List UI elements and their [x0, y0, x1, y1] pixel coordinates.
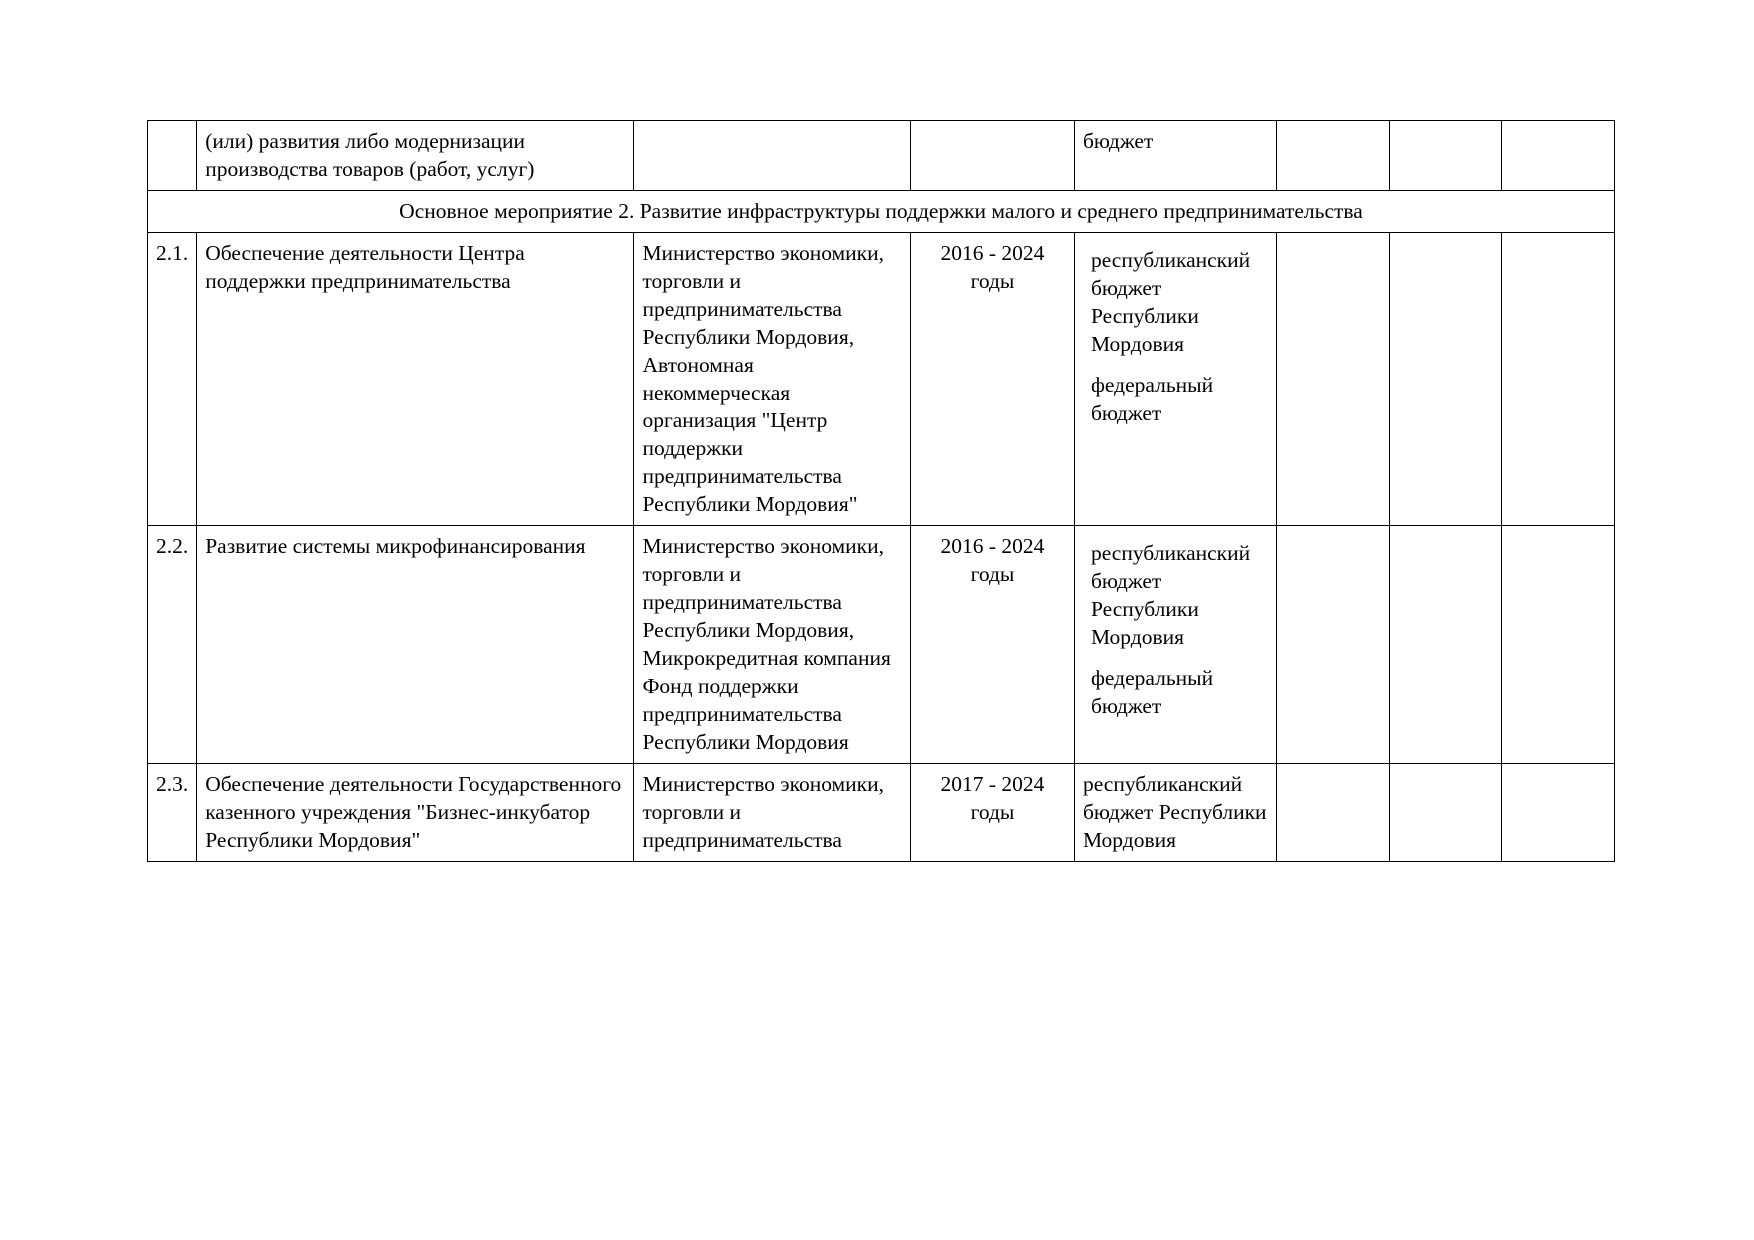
source-item: республиканский бюджет Республики Мордовия: [1090, 247, 1251, 356]
source-value: [1398, 240, 1494, 342]
source-value: [1510, 533, 1606, 635]
source-item: республиканский бюджет Республики Мордовия: [1090, 541, 1251, 649]
source-value: [1398, 533, 1494, 635]
row-col7: [1389, 763, 1502, 861]
row-measure: (или) развития либо модернизации производства товаров (работ, услуг): [197, 121, 634, 191]
row-sources: [1074, 232, 1276, 525]
source-value: [1285, 533, 1381, 635]
row-col6: [1277, 232, 1390, 525]
row-sources: [1074, 526, 1276, 764]
source-value: [1285, 240, 1381, 342]
row-col6: [1277, 763, 1390, 861]
source-item: федеральный бюджет: [1090, 665, 1214, 718]
row-col7: [1389, 232, 1502, 525]
row-col7: [1389, 121, 1502, 191]
row-source: республиканский бюджет Республики Мордовия: [1074, 763, 1276, 861]
row-number: 2.2.: [148, 526, 197, 764]
row-col7: [1389, 526, 1502, 764]
row-executor: Министерство экономики, торговли и предпринимательства Республики Мордовия, Автономная некоммерческая организация "Центр поддержки предпринимательства Республики Мордовия": [634, 232, 911, 525]
row-period: 2016 - 2024 годы: [911, 232, 1075, 525]
row-executor: Министерство экономики, торговли и предпринимательства: [634, 763, 911, 861]
row-period: 2017 - 2024 годы: [911, 763, 1075, 861]
row-number: [148, 121, 197, 191]
section-title: Основное мероприятие 2. Развитие инфраструктуры поддержки малого и среднего предпринимательства: [148, 190, 1615, 232]
table-row: [148, 121, 1615, 191]
row-number: 2.3.: [148, 763, 197, 861]
table-row: [148, 526, 1615, 764]
row-measure: Развитие системы микрофинансирования: [197, 526, 634, 764]
program-measures-table: [147, 120, 1615, 862]
row-period: 2016 - 2024 годы: [911, 526, 1075, 764]
row-measure: Обеспечение деятельности Государственного казенного учреждения "Бизнес-инкубатор Республики Мордовия": [197, 763, 634, 861]
table-section-row: [148, 190, 1615, 232]
row-col8: [1502, 232, 1615, 525]
row-source: бюджет: [1074, 121, 1276, 191]
row-executor: [634, 121, 911, 191]
source-item: федеральный бюджет: [1090, 372, 1214, 425]
row-executor: Министерство экономики, торговли и предпринимательства Республики Мордовия, Микрокредитная компания Фонд поддержки предпринимательства Республики Мордовия: [634, 526, 911, 764]
row-col6: [1277, 526, 1390, 764]
row-col8: [1502, 763, 1615, 861]
row-measure: Обеспечение деятельности Центра поддержки предпринимательства: [197, 232, 634, 525]
row-period: [911, 121, 1075, 191]
row-col8: [1502, 526, 1615, 764]
row-col6: [1277, 121, 1390, 191]
table-row: [148, 232, 1615, 525]
row-number: 2.1.: [148, 232, 197, 525]
row-col8: [1502, 121, 1615, 191]
table-row: [148, 763, 1615, 861]
source-value: [1510, 240, 1606, 342]
